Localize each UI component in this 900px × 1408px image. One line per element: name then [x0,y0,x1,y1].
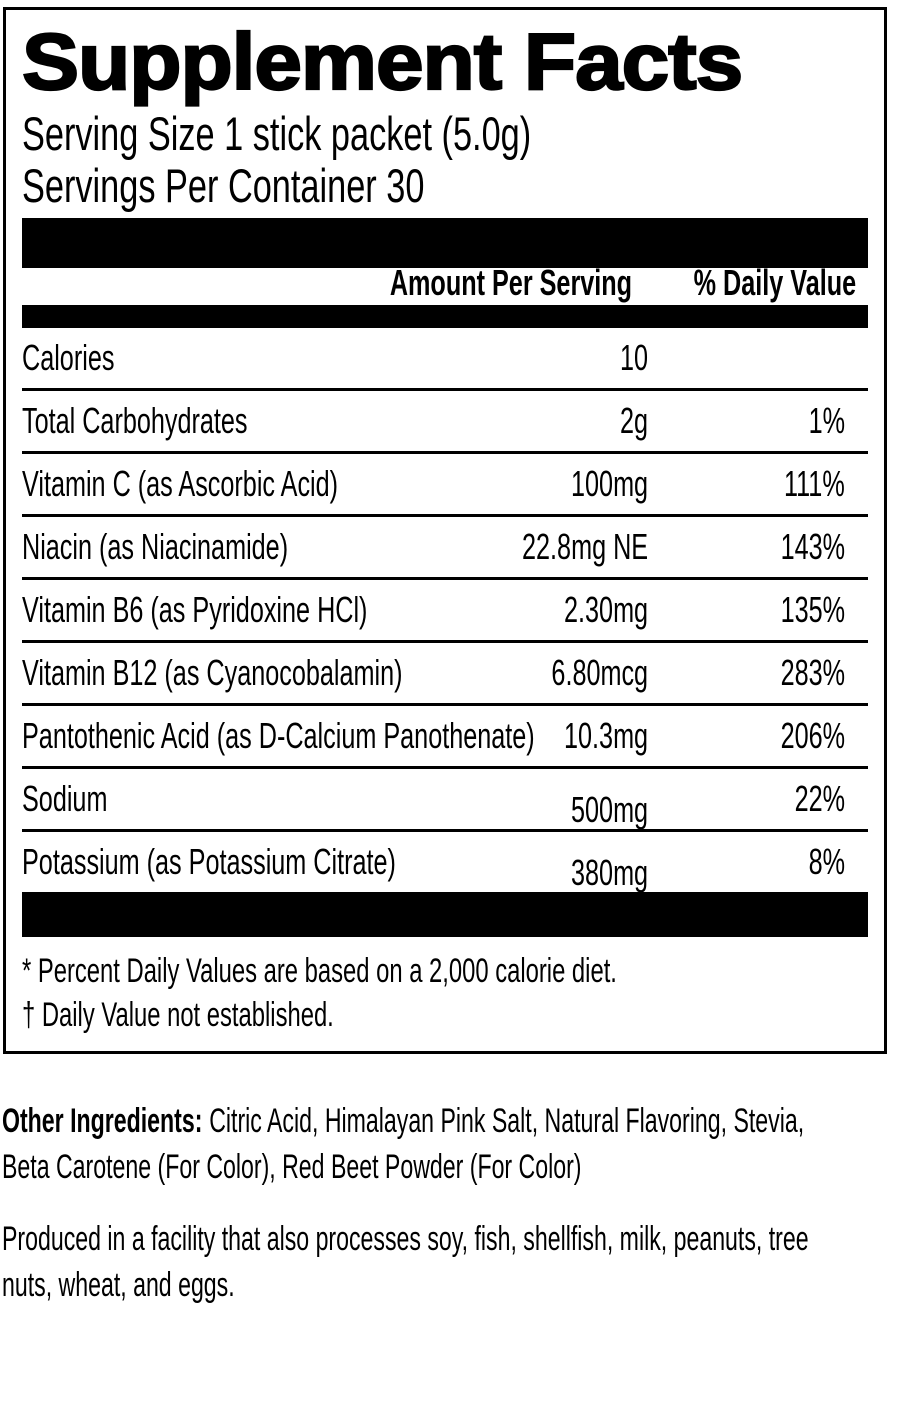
nutrient-daily-value: 1% [808,400,845,441]
nutrient-name: Calories [22,337,115,378]
nutrient-name: Sodium [22,778,108,819]
nutrient-amount: 22.8mg NE [521,526,648,567]
table-row [22,769,868,832]
nutrient-daily-value: 135% [780,589,845,630]
nutrient-daily-value: 143% [780,526,845,567]
other-ingredients-line-1 [2,1098,805,1144]
nutrient-daily-value: 8% [808,841,845,882]
other-ingredients-label: Other Ingredients: [2,1102,203,1140]
serving-size: Serving Size 1 stick packet (5.0g) [22,107,532,160]
nutrient-daily-value: 111% [784,463,845,504]
servings-per-container: Servings Per Container 30 [22,159,425,212]
table-row [22,454,868,517]
nutrient-name: Niacin (as Niacinamide) [22,526,289,567]
additional-info [2,1098,900,1308]
panel-title: Supplement Facts [22,17,743,106]
other-ingredients-text: Citric Acid, Himalayan Pink Salt, Natural Flavoring, Stevia, [209,1102,805,1140]
daily-value-header: % Daily Value [693,262,856,303]
allergen-statement-line-2: nuts, wheat, and eggs. [2,1266,235,1304]
nutrient-daily-value: 22% [794,778,845,819]
table-row [22,832,868,892]
divider-bar-bottom [22,892,868,937]
footnotes [22,937,868,1043]
nutrient-amount: 2g [619,400,648,441]
divider-bar-top [22,218,868,268]
nutrient-daily-value: 206% [780,715,845,756]
nutrient-table [22,328,868,892]
nutrient-amount: 100mg [570,463,648,504]
nutrient-amount: 380mg [570,852,648,893]
nutrient-name: Vitamin B6 (as Pyridoxine HCl) [22,589,368,630]
nutrient-amount: 10 [619,337,648,378]
nutrient-amount: 6.80mcg [551,652,648,693]
table-row [22,706,868,769]
divider-bar-under-headers [22,305,868,328]
nutrient-daily-value: 283% [780,652,845,693]
nutrient-name: Vitamin C (as Ascorbic Acid) [22,463,339,504]
table-row [22,517,868,580]
nutrient-amount: 10.3mg [563,715,648,756]
footnote-daily-values: * Percent Daily Values are based on a 2,000 calorie diet. [22,952,617,990]
table-row [22,643,868,706]
nutrient-name: Vitamin B12 (as Cyanocobalamin) [22,652,403,693]
footnote-dv-not-established: † Daily Value not established. [22,996,334,1034]
amount-per-serving-header: Amount Per Serving [389,262,632,303]
column-headers [22,262,868,305]
other-ingredients-line-2: Beta Carotene (For Color), Red Beet Powder (For Color) [2,1148,582,1186]
nutrient-name: Total Carbohydrates [22,400,248,441]
nutrient-name: Pantothenic Acid (as D-Calcium Panothenate) [22,715,535,756]
nutrient-amount: 2.30mg [563,589,648,630]
supplement-facts-panel [3,7,887,1054]
table-row [22,328,868,391]
table-row [22,580,868,643]
nutrient-name: Potassium (as Potassium Citrate) [22,841,396,882]
nutrient-amount: 500mg [570,789,648,830]
allergen-statement-line-1: Produced in a facility that also processes soy, fish, shellfish, milk, peanuts, tree [2,1220,809,1258]
table-row [22,391,868,454]
